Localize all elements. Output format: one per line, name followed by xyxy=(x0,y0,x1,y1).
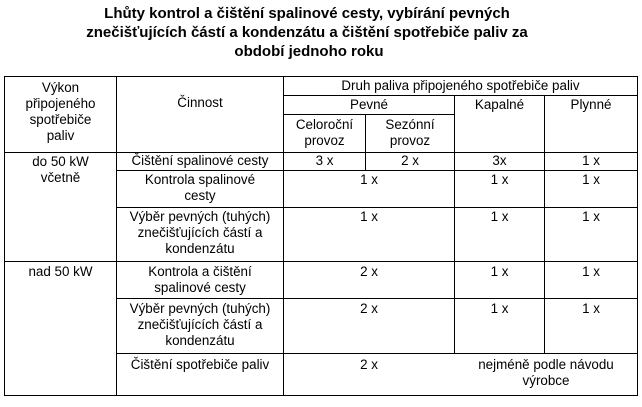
activity-line: Kontrola a čištění xyxy=(148,264,252,279)
group-power-line: nad 50 kW xyxy=(28,264,93,279)
liquid-gas-line: nejméně podle návodu xyxy=(478,357,614,372)
header-gas: Plynné xyxy=(570,97,612,112)
title-line-3: období jednoho roku xyxy=(234,43,384,60)
activity-line: kondenzátu xyxy=(165,333,235,348)
header-power-line: připojeného xyxy=(25,96,96,111)
group-power-up-to-50kw xyxy=(5,154,116,186)
header-activity: Činnost xyxy=(177,95,223,110)
rule-row-4 xyxy=(116,298,638,299)
row-3-gas: 1 x xyxy=(582,209,600,224)
row-5-liquid: 1 x xyxy=(490,301,509,316)
row-4-gas: 1 x xyxy=(582,264,600,279)
header-solid: Pevné xyxy=(350,97,388,112)
header-year-round xyxy=(284,117,365,149)
rule-solid-header xyxy=(283,114,454,115)
header-seasonal-line: Sezónní xyxy=(385,117,435,132)
header-year-round-line: Celoroční xyxy=(295,117,354,132)
rule-row-1 xyxy=(116,170,638,171)
header-seasonal-line: provoz xyxy=(389,133,431,148)
row-3-liquid: 1 x xyxy=(490,209,509,224)
row-2-solid: 1 x xyxy=(360,172,378,187)
title-line-2: znečišťujících částí a kondenzátu a čištění spotřebiče paliv za xyxy=(86,24,528,41)
row-6-solid: 2 x xyxy=(360,357,378,372)
table-border-right xyxy=(637,76,638,396)
header-power-line: paliv xyxy=(46,128,75,143)
header-power-line: spotřebiče xyxy=(29,112,92,127)
row-4-liquid: 1 x xyxy=(490,264,509,279)
activity-line: Výběr pevných (tuhých) xyxy=(129,301,271,316)
rule-row-5 xyxy=(116,353,638,354)
group-power-line: včetně xyxy=(40,170,81,185)
row-3-solid: 1 x xyxy=(360,209,378,224)
row-1-year-round: 3 x xyxy=(315,153,334,168)
header-power xyxy=(5,80,116,144)
row-4-solid: 2 x xyxy=(360,264,378,279)
row-6-liquid-gas xyxy=(455,357,637,389)
header-liquid: Kapalné xyxy=(474,97,525,112)
group-power-over-50kw xyxy=(5,264,116,280)
activity-line: Kontrola spalinové xyxy=(144,172,256,187)
row-4-activity xyxy=(117,264,283,296)
row-5-gas: 1 x xyxy=(582,301,600,316)
row-1-activity: Čištění spalinové cesty xyxy=(131,153,269,168)
table-border-bottom xyxy=(4,395,638,396)
rule-group-split xyxy=(4,261,638,262)
document-title xyxy=(0,4,642,61)
header-year-round-line: provoz xyxy=(304,133,345,148)
activity-line: spalinové cesty xyxy=(154,280,246,295)
row-2-liquid: 1 x xyxy=(490,172,509,187)
activity-line: kondenzátu xyxy=(165,241,235,256)
table-border-top xyxy=(4,76,638,77)
rule-row-2 xyxy=(116,207,638,208)
header-fuel-type: Druh paliva připojeného spotřebiče paliv xyxy=(341,78,580,93)
header-power-line: Výkon xyxy=(41,80,80,95)
row-2-gas: 1 x xyxy=(582,172,600,187)
title-line-1: Lhůty kontrol a čištění spalinové cesty, vybírání pevných xyxy=(104,5,510,22)
rule-fuel-header xyxy=(283,95,638,96)
group-power-line: do 50 kW xyxy=(32,154,89,169)
liquid-gas-line: výrobce xyxy=(522,373,570,388)
row-6-activity: Čištění spotřebiče paliv xyxy=(130,357,270,372)
row-3-activity xyxy=(117,209,283,257)
activity-line: znečišťujících částí a xyxy=(137,225,263,240)
activity-line: Výběr pevných (tuhých) xyxy=(129,209,271,224)
row-1-seasonal: 2 x xyxy=(401,153,419,168)
row-1-gas: 1 x xyxy=(582,153,600,168)
activity-line: cesty xyxy=(184,188,216,203)
row-5-solid: 2 x xyxy=(360,301,378,316)
activity-line: znečišťujících částí a xyxy=(137,317,263,332)
row-1-liquid: 3x xyxy=(492,153,507,168)
row-5-activity xyxy=(117,301,283,349)
header-seasonal xyxy=(366,117,454,149)
row-2-activity xyxy=(117,172,283,204)
